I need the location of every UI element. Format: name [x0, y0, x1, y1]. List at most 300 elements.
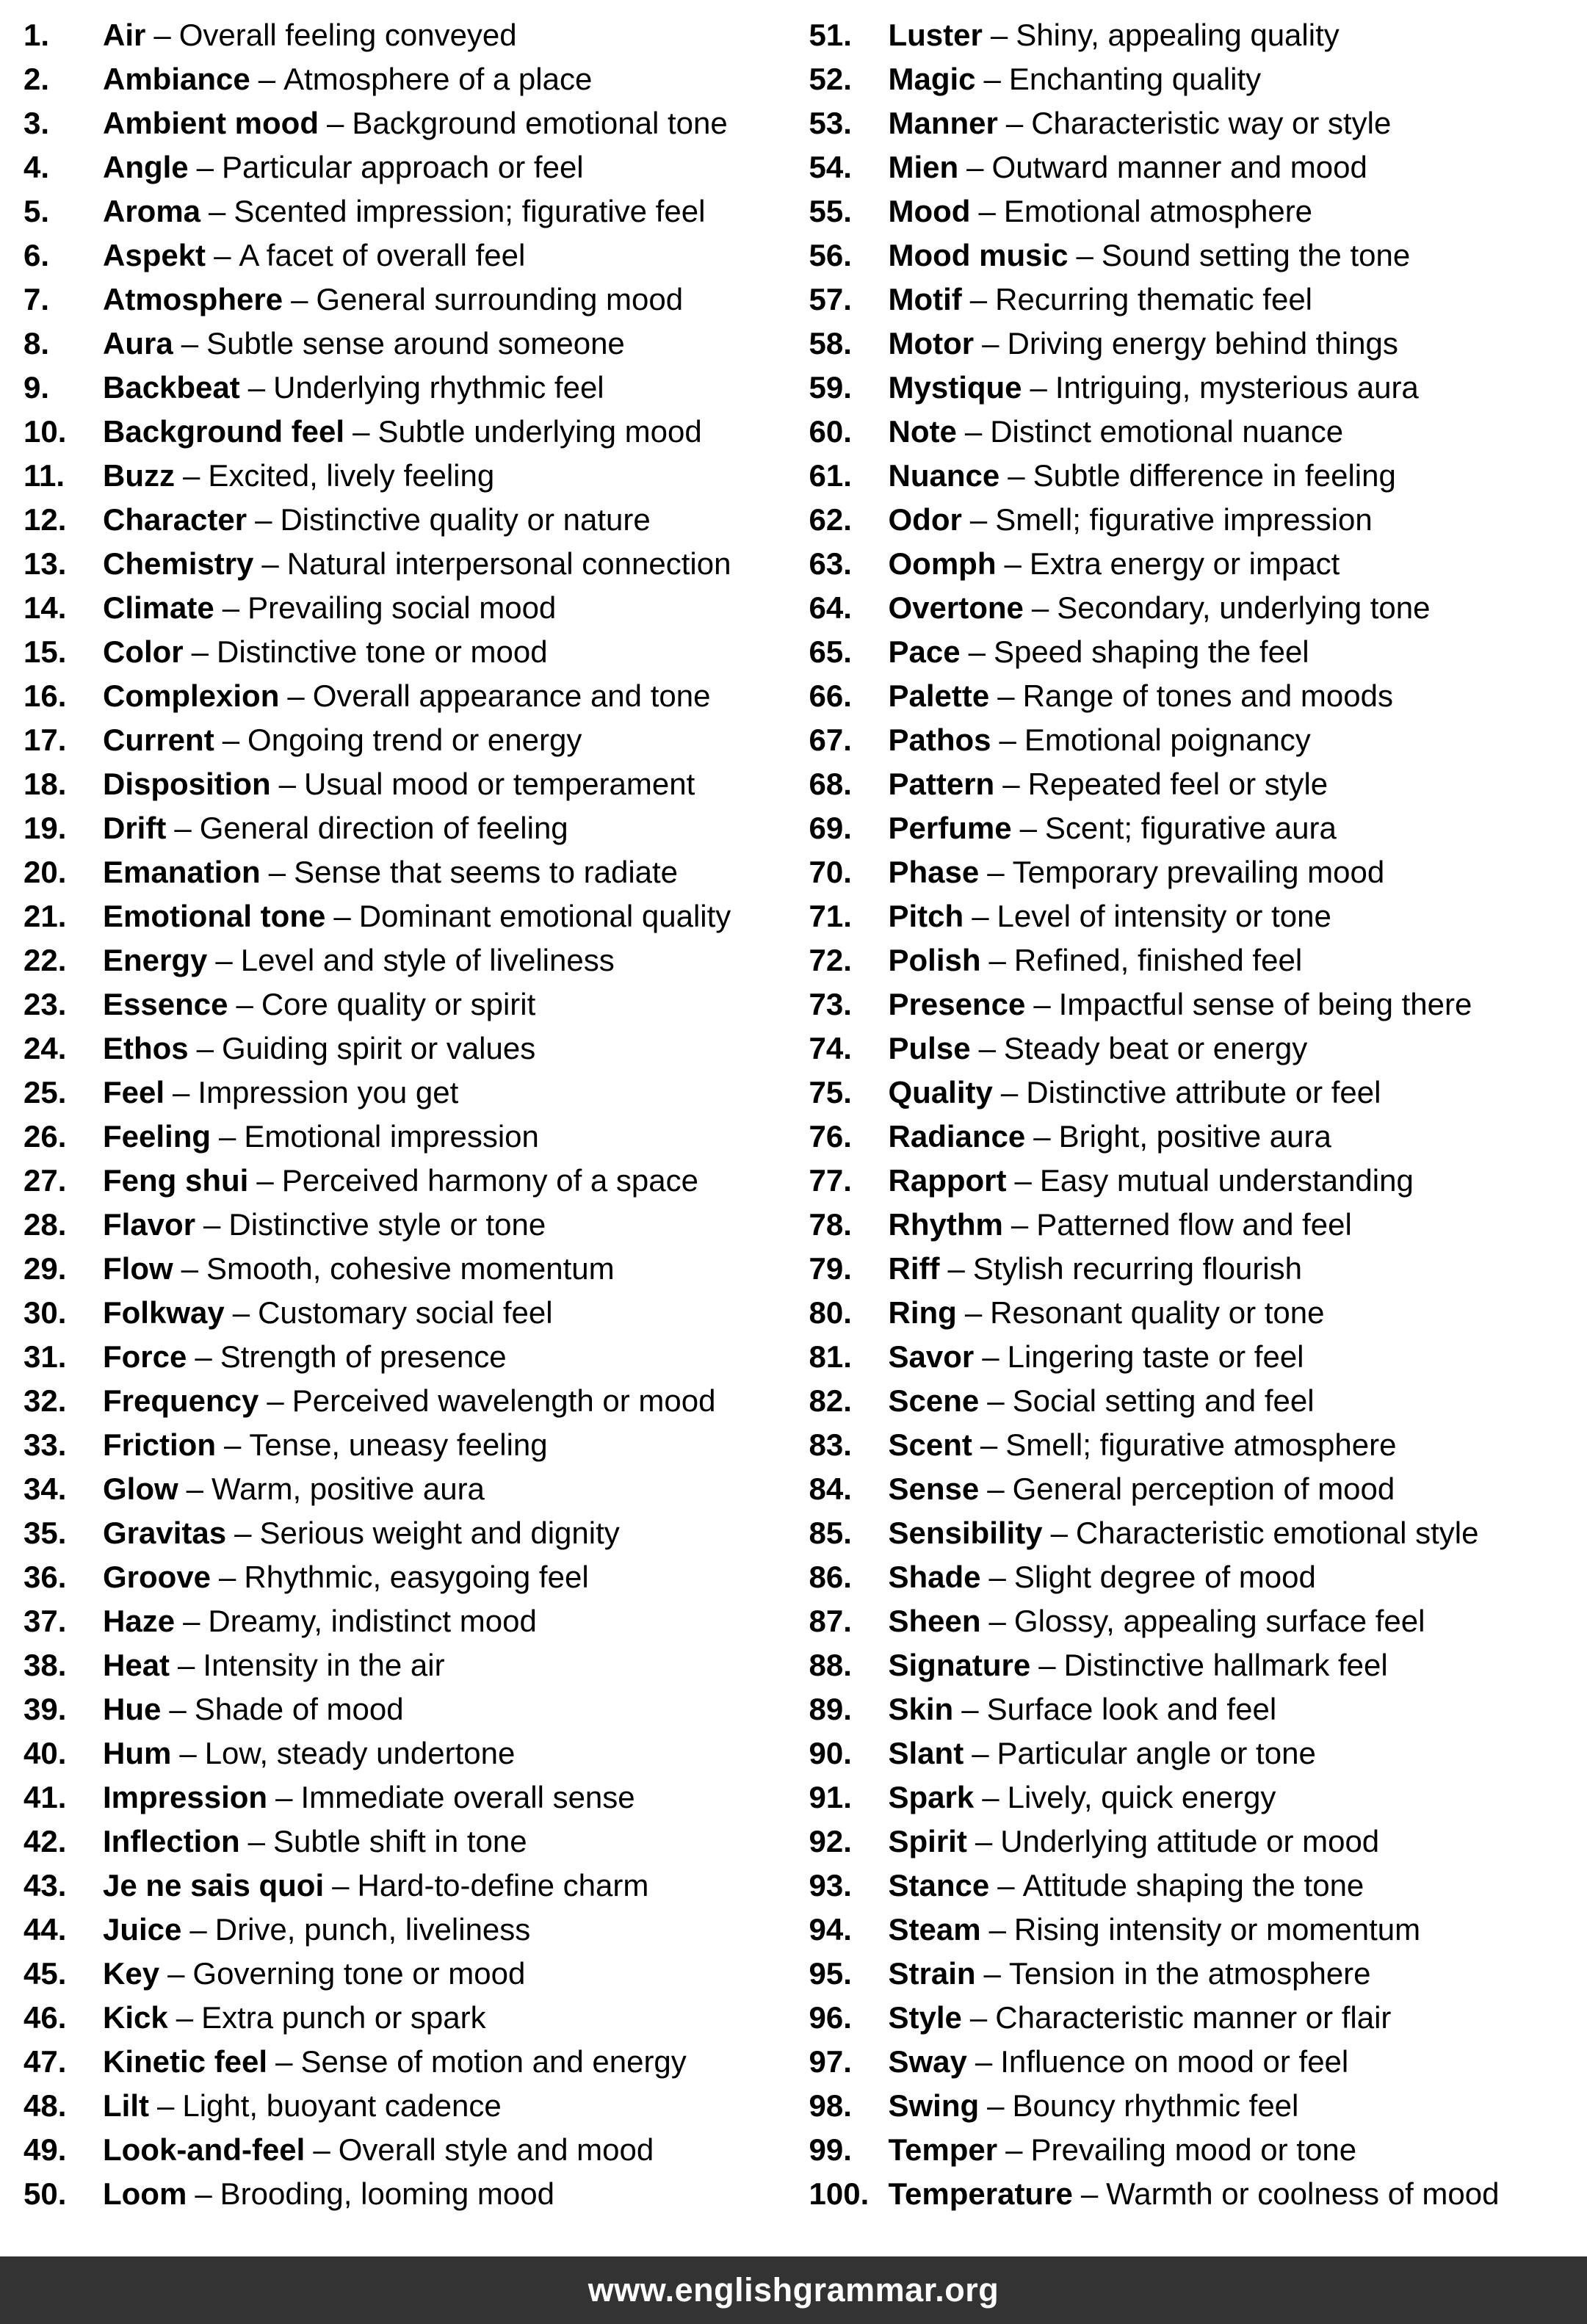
item-separator: – — [247, 370, 266, 405]
item-number: 46. — [24, 2000, 67, 2035]
list-item — [809, 542, 1569, 586]
item-term: Spark — [888, 1780, 975, 1814]
item-separator: – — [982, 1780, 999, 1814]
item-definition: Range of tones and moods — [1022, 678, 1393, 713]
list-item — [809, 322, 1569, 366]
item-term: Nuance — [888, 458, 1000, 493]
list-item — [24, 674, 783, 718]
item-term: Swing — [888, 2088, 980, 2123]
item-separator: – — [313, 2132, 330, 2167]
list-item — [809, 1027, 1569, 1071]
item-number: 21. — [24, 899, 67, 933]
item-definition: Strength of presence — [220, 1339, 507, 1374]
item-definition: Characteristic way or style — [1031, 106, 1392, 140]
item-term: Temper — [888, 2132, 998, 2167]
item-separator: – — [236, 987, 253, 1021]
item-separator: – — [947, 1251, 965, 1286]
item-number: 71. — [809, 899, 852, 933]
item-number: 62. — [809, 502, 852, 537]
item-term: Scene — [888, 1383, 980, 1418]
item-number: 53. — [809, 106, 852, 140]
item-number: 91. — [809, 1780, 852, 1814]
item-definition: Distinctive attribute or feel — [1026, 1075, 1381, 1109]
item-separator: – — [196, 1031, 214, 1065]
list-item — [24, 1291, 783, 1335]
list-item — [809, 982, 1569, 1027]
item-separator: – — [999, 723, 1016, 757]
item-number: 87. — [809, 1604, 852, 1638]
item-separator: – — [291, 282, 308, 316]
item-term: Riff — [888, 1251, 940, 1286]
item-definition: Emotional poignancy — [1024, 723, 1311, 757]
item-separator: – — [1005, 2132, 1023, 2167]
list-item — [809, 1291, 1569, 1335]
item-definition: Recurring thematic feel — [995, 282, 1313, 316]
item-separator: – — [988, 1912, 1006, 1947]
item-definition: Distinct emotional nuance — [990, 414, 1344, 449]
item-number: 5. — [24, 194, 50, 228]
item-definition: Extra energy or impact — [1029, 546, 1340, 581]
item-term: Kick — [103, 2000, 168, 2035]
item-number: 50. — [24, 2176, 67, 2211]
item-definition: Sense of motion and energy — [300, 2044, 687, 2079]
item-definition: A facet of overall feel — [239, 238, 526, 272]
item-definition: Dreamy, indistinct mood — [208, 1604, 537, 1638]
item-term: Complexion — [103, 678, 280, 713]
item-term: Sensibility — [888, 1516, 1043, 1550]
item-separator: – — [961, 1692, 979, 1726]
item-definition: Light, buoyant cadence — [182, 2088, 502, 2123]
list-item — [24, 1908, 783, 1952]
list-item — [809, 1335, 1569, 1379]
list-item — [809, 1159, 1569, 1203]
item-separator: – — [969, 282, 988, 316]
list-item — [24, 1203, 783, 1247]
list-item — [809, 1511, 1569, 1555]
item-definition: Distinctive hallmark feel — [1063, 1648, 1388, 1682]
item-term: Essence — [103, 987, 228, 1021]
item-term: Odor — [888, 502, 962, 537]
item-number: 48. — [24, 2088, 67, 2123]
item-separator: – — [189, 1912, 207, 1947]
item-separator: – — [191, 634, 209, 669]
item-definition: Outward manner and mood — [991, 150, 1367, 184]
item-separator: – — [988, 943, 1006, 977]
item-definition: Core quality or spirit — [261, 987, 536, 1021]
list-item — [809, 1864, 1569, 1908]
item-term: Overtone — [888, 590, 1024, 625]
list-item — [809, 1820, 1569, 1864]
item-number: 52. — [809, 62, 852, 96]
item-term: Juice — [103, 1912, 182, 1947]
item-definition: Overall feeling conveyed — [178, 18, 517, 52]
item-definition: Atmosphere of a place — [283, 62, 593, 96]
list-item — [24, 2040, 783, 2084]
list-item — [809, 1555, 1569, 1599]
item-definition: Warmth or coolness of mood — [1106, 2176, 1500, 2211]
item-separator: – — [987, 2088, 1005, 2123]
item-term: Quality — [888, 1075, 993, 1109]
item-number: 36. — [24, 1560, 67, 1594]
item-number: 34. — [24, 1471, 67, 1506]
item-definition: Social setting and feel — [1012, 1383, 1315, 1418]
list-item — [24, 1071, 783, 1115]
item-number: 23. — [24, 987, 67, 1021]
item-definition: Hard-to-define charm — [357, 1868, 649, 1903]
item-definition: Background emotional tone — [352, 106, 728, 140]
item-separator: – — [173, 1075, 190, 1109]
item-separator: – — [978, 194, 996, 228]
item-term: Sense — [888, 1471, 980, 1506]
item-separator: – — [326, 106, 344, 140]
item-term: Manner — [888, 106, 998, 140]
item-definition: Particular approach or feel — [222, 150, 584, 184]
list-item — [809, 1687, 1569, 1731]
list-item — [24, 1335, 783, 1379]
list-item — [809, 57, 1569, 101]
list-item — [809, 1908, 1569, 1952]
item-definition: Emotional atmosphere — [1003, 194, 1313, 228]
item-term: Shade — [888, 1560, 981, 1594]
item-number: 14. — [24, 590, 67, 625]
item-definition: Guiding spirit or values — [222, 1031, 536, 1065]
item-separator: – — [203, 1207, 221, 1242]
item-definition: General surrounding mood — [316, 282, 684, 316]
item-term: Mien — [888, 150, 959, 184]
item-definition: Customary social feel — [258, 1295, 553, 1330]
item-term: Magic — [888, 62, 976, 96]
item-definition: Underlying attitude or mood — [1000, 1824, 1380, 1858]
item-number: 4. — [24, 150, 50, 184]
list-item — [24, 57, 783, 101]
item-separator: – — [987, 1471, 1005, 1506]
item-separator: – — [181, 326, 199, 361]
item-term: Look-and-feel — [103, 2132, 306, 2167]
list-item — [24, 322, 783, 366]
item-separator: – — [332, 1868, 350, 1903]
item-number: 81. — [809, 1339, 852, 1374]
item-definition: Usual mood or temperament — [304, 767, 695, 801]
item-definition: Subtle underlying mood — [377, 414, 702, 449]
item-definition: Overall style and mood — [338, 2132, 654, 2167]
item-number: 63. — [809, 546, 852, 581]
item-number: 10. — [24, 414, 67, 449]
item-term: Mood — [888, 194, 971, 228]
list-item — [24, 630, 783, 674]
item-definition: Bouncy rhythmic feel — [1012, 2088, 1299, 2123]
item-number: 30. — [24, 1295, 67, 1330]
item-definition: Emotional impression — [244, 1119, 539, 1154]
item-definition: Slight degree of mood — [1013, 1560, 1316, 1594]
item-term: Perfume — [888, 811, 1012, 845]
item-separator: – — [1033, 987, 1051, 1021]
list-item — [24, 145, 783, 189]
item-number: 80. — [809, 1295, 852, 1330]
item-term: Current — [103, 723, 214, 757]
list-item — [24, 542, 783, 586]
item-term: Aura — [103, 326, 173, 361]
item-separator: – — [987, 855, 1005, 889]
item-separator: – — [353, 414, 370, 449]
item-number: 43. — [24, 1868, 67, 1903]
item-number: 42. — [24, 1824, 67, 1858]
item-definition: Prevailing mood or tone — [1030, 2132, 1357, 2167]
list-item — [24, 718, 783, 762]
item-number: 16. — [24, 678, 67, 713]
item-definition: Attitude shaping the tone — [1022, 1868, 1364, 1903]
item-number: 28. — [24, 1207, 67, 1242]
item-number: 57. — [809, 282, 852, 316]
item-term: Frequency — [103, 1383, 259, 1418]
item-term: Folkway — [103, 1295, 225, 1330]
item-number: 93. — [809, 1868, 852, 1903]
item-term: Ring — [888, 1295, 957, 1330]
item-separator: – — [215, 943, 233, 977]
item-definition: Rhythmic, easygoing feel — [244, 1560, 589, 1594]
item-definition: Steady beat or energy — [1003, 1031, 1308, 1065]
item-definition: Distinctive style or tone — [228, 1207, 546, 1242]
item-definition: Tense, uneasy feeling — [249, 1427, 548, 1462]
item-number: 25. — [24, 1075, 67, 1109]
item-number: 83. — [809, 1427, 852, 1462]
item-separator: – — [990, 18, 1008, 52]
item-definition: Overall appearance and tone — [312, 678, 711, 713]
item-number: 72. — [809, 943, 852, 977]
item-separator: – — [975, 2044, 993, 2079]
item-term: Feeling — [103, 1119, 212, 1154]
item-number: 12. — [24, 502, 67, 537]
item-term: Stance — [888, 1868, 990, 1903]
list-item — [809, 762, 1569, 806]
item-separator: – — [186, 1471, 204, 1506]
item-separator: – — [178, 1648, 195, 1682]
item-definition: Subtle difference in feeling — [1033, 458, 1396, 493]
item-term: Mood music — [888, 238, 1069, 272]
list-item — [809, 674, 1569, 718]
item-separator: – — [287, 678, 305, 713]
item-term: Motif — [888, 282, 962, 316]
list-item — [809, 234, 1569, 278]
item-separator: – — [1031, 590, 1049, 625]
item-number: 94. — [809, 1912, 852, 1947]
item-separator: – — [1076, 238, 1093, 272]
item-separator: – — [275, 1780, 293, 1814]
item-term: Impression — [103, 1780, 268, 1814]
item-separator: – — [275, 2044, 293, 2079]
list-item — [809, 2040, 1569, 2084]
item-separator: – — [983, 62, 1001, 96]
item-number: 11. — [24, 458, 65, 493]
item-separator: – — [167, 1956, 185, 1991]
item-separator: – — [183, 1604, 200, 1638]
item-number: 97. — [809, 2044, 852, 2079]
item-separator: – — [1000, 1075, 1019, 1109]
item-separator: – — [1002, 767, 1020, 801]
item-definition: Shade of mood — [194, 1692, 404, 1726]
item-separator: – — [966, 150, 984, 184]
item-separator: – — [267, 1383, 284, 1418]
item-term: Pace — [888, 634, 961, 669]
item-term: Ambiance — [103, 62, 250, 96]
item-number: 29. — [24, 1251, 67, 1286]
item-separator: – — [1004, 546, 1022, 581]
list-item — [809, 1379, 1569, 1423]
item-number: 17. — [24, 723, 67, 757]
item-separator: – — [1050, 1516, 1068, 1550]
item-separator: – — [169, 1692, 187, 1726]
item-definition: Subtle sense around someone — [206, 326, 625, 361]
list-item — [809, 278, 1569, 322]
list-item — [809, 1775, 1569, 1820]
item-term: Oomph — [888, 546, 997, 581]
item-number: 13. — [24, 546, 67, 581]
item-number: 41. — [24, 1780, 67, 1814]
item-term: Skin — [888, 1692, 954, 1726]
list-item — [24, 1952, 783, 1996]
item-number: 58. — [809, 326, 852, 361]
item-term: Key — [103, 1956, 160, 1991]
item-number: 65. — [809, 634, 852, 669]
item-separator: – — [333, 899, 351, 933]
item-term: Emanation — [103, 855, 261, 889]
list-item — [24, 1864, 783, 1908]
item-number: 99. — [809, 2132, 852, 2167]
list-item — [809, 718, 1569, 762]
item-separator: – — [181, 1251, 199, 1286]
item-number: 84. — [809, 1471, 852, 1506]
item-separator: – — [278, 767, 297, 801]
item-definition: Speed shaping the feel — [993, 634, 1309, 669]
item-term: Aspekt — [103, 238, 206, 272]
item-term: Pattern — [888, 767, 995, 801]
right-column — [809, 13, 1569, 2216]
list-item — [809, 1071, 1569, 1115]
item-separator: – — [983, 1956, 1001, 1991]
item-term: Loom — [103, 2176, 187, 2211]
list-item — [809, 1203, 1569, 1247]
item-definition: Perceived harmony of a space — [281, 1163, 699, 1198]
item-term: Style — [888, 2000, 962, 2035]
item-term: Friction — [103, 1427, 216, 1462]
item-definition: Excited, lively feeling — [208, 458, 495, 493]
list-item — [809, 1467, 1569, 1511]
item-definition: Resonant quality or tone — [990, 1295, 1325, 1330]
item-number: 26. — [24, 1119, 67, 1154]
item-term: Motor — [888, 326, 975, 361]
footer-bar — [0, 2256, 1587, 2324]
item-definition: Intensity in the air — [203, 1648, 445, 1682]
item-separator: – — [268, 855, 286, 889]
item-separator: – — [964, 1295, 983, 1330]
list-item — [24, 13, 783, 57]
item-separator: – — [247, 1824, 266, 1858]
item-term: Angle — [103, 150, 189, 184]
item-definition: Stylish recurring flourish — [972, 1251, 1303, 1286]
item-number: 49. — [24, 2132, 67, 2167]
item-term: Force — [103, 1339, 187, 1374]
item-term: Je ne sais quoi — [103, 1868, 325, 1903]
item-number: 88. — [809, 1648, 852, 1682]
item-definition: Prevailing social mood — [247, 590, 557, 625]
list-item — [809, 1599, 1569, 1643]
item-definition: Impactful sense of being there — [1058, 987, 1472, 1021]
list-item — [24, 1467, 783, 1511]
list-item — [24, 1687, 783, 1731]
item-number: 39. — [24, 1692, 67, 1726]
item-definition: Particular angle or tone — [997, 1736, 1316, 1770]
item-number: 74. — [809, 1031, 852, 1065]
item-number: 73. — [809, 987, 852, 1021]
item-term: Ethos — [103, 1031, 189, 1065]
list-item — [24, 2128, 783, 2172]
item-term: Note — [888, 414, 957, 449]
item-number: 18. — [24, 767, 67, 801]
item-definition: Dominant emotional quality — [358, 899, 731, 933]
list-item — [24, 1775, 783, 1820]
item-term: Groove — [103, 1560, 212, 1594]
list-item — [24, 1643, 783, 1687]
item-number: 64. — [809, 590, 852, 625]
item-definition: Perceived wavelength or mood — [292, 1383, 716, 1418]
item-term: Kinetic feel — [103, 2044, 268, 2079]
item-term: Lilt — [103, 2088, 149, 2123]
item-term: Palette — [888, 678, 990, 713]
item-number: 69. — [809, 811, 852, 845]
item-term: Air — [103, 18, 146, 52]
item-term: Background feel — [103, 414, 345, 449]
list-item — [24, 2172, 783, 2216]
list-item — [24, 1247, 783, 1291]
item-separator: – — [980, 1427, 998, 1462]
item-separator: – — [195, 1339, 212, 1374]
item-definition: Smell; figurative impression — [995, 502, 1373, 537]
item-number: 79. — [809, 1251, 852, 1286]
item-definition: Natural interpersonal connection — [286, 546, 731, 581]
list-item — [809, 806, 1569, 850]
item-definition: Immediate overall sense — [300, 1780, 635, 1814]
item-number: 22. — [24, 943, 67, 977]
item-number: 6. — [24, 238, 50, 272]
item-definition: Characteristic emotional style — [1075, 1516, 1479, 1550]
item-separator: – — [964, 414, 983, 449]
item-number: 35. — [24, 1516, 67, 1550]
list-item — [809, 1996, 1569, 2040]
item-definition: Characteristic manner or flair — [995, 2000, 1392, 2035]
item-number: 7. — [24, 282, 50, 316]
item-separator: – — [222, 723, 240, 757]
item-term: Flavor — [103, 1207, 196, 1242]
item-term: Strain — [888, 1956, 976, 1991]
item-number: 3. — [24, 106, 50, 140]
item-separator: – — [256, 1163, 274, 1198]
item-definition: Glossy, appealing surface feel — [1013, 1604, 1425, 1638]
item-term: Slant — [888, 1736, 964, 1770]
list-item — [24, 586, 783, 630]
list-item — [24, 762, 783, 806]
item-term: Pathos — [888, 723, 991, 757]
item-definition: Shiny, appealing quality — [1016, 18, 1340, 52]
item-definition: Impression you get — [198, 1075, 459, 1109]
item-definition: Extra punch or spark — [201, 2000, 486, 2035]
item-number: 32. — [24, 1383, 67, 1418]
list-item — [809, 850, 1569, 894]
list-item — [809, 145, 1569, 189]
item-term: Hue — [103, 1692, 162, 1726]
item-separator: – — [1080, 2176, 1099, 2211]
item-term: Mystique — [888, 370, 1022, 405]
list-item — [24, 982, 783, 1027]
item-definition: Tension in the atmosphere — [1008, 1956, 1371, 1991]
